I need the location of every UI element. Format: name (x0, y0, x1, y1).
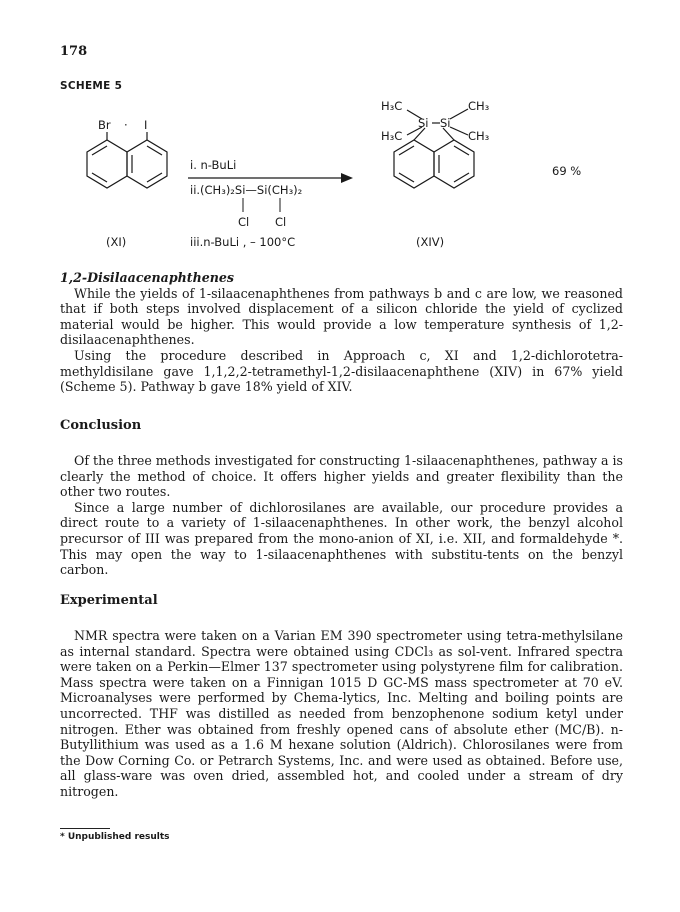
paragraph: Using the procedure described in Approach c, XI and 1,2-dichlorotetra-methyldisilane gave 1,1,2,2-tetramethyl-1,2-disilaacenaphthene (XIV) in 67% yield (Scheme 5). Pathway b gave 18% yield of XIV. (60, 347, 623, 395)
product-methyl-2: CH₃ (468, 99, 490, 113)
section-experimental (60, 628, 623, 800)
reactant-dot: · (124, 118, 128, 132)
condition-1: i. n-BuLi (190, 158, 237, 172)
paragraph: NMR spectra were taken on a Varian EM 390 spectrometer using tetra-methylsilane as internal standard. Spectra were obtained using CDCl₃ as sol-vent. Infrared spectra were taken on a Perkin—Elmer 137 spectrometer using polystyrene film for calibration. Mass spectra were taken on a Finnigan 1015 D GC-MS mass spectrometer at 70 eV. Microanalyses were performed by Chema-lytics, Inc. Melting and boiling points are uncorrected. THF was distilled as needed from benzophenone sodium ketyl under nitrogen. Ether was obtained from freshly opened cans of absolute ether (MC/B). n-Butyllithium was used as a 1.6 M hexane solution (Aldrich). Chlorosilanes were from the Dow Corning Co. or Petrarch Systems, Inc. and were used as obtained. Before use, all glass-ware was oven dried, assembled hot, and cooled under a stream of dry nitrogen. (60, 628, 623, 799)
reactant-br-label: Br (98, 118, 111, 132)
reactant-structure (87, 132, 167, 188)
condition-3: iii.n-BuLi , – 100°C (190, 235, 296, 249)
section-heading-conclusion: Conclusion (60, 418, 142, 433)
product-si-1: Si (418, 116, 429, 130)
section-conclusion (60, 453, 623, 578)
product-methyl-1: H₃C (381, 99, 403, 113)
section-disila (60, 270, 623, 395)
product-structure (394, 109, 474, 188)
page-number: 178 (60, 44, 88, 59)
yield-label: 69 % (552, 164, 582, 178)
paragraph: Since a large number of dichlorosilanes are available, our procedure provides a direct route to a variety of 1-silaacenaphthenes. In other work, the benzyl alcohol precursor of III was prepared from the mono-anion of XI, i.e. XII, and formaldehyde *. This may open the way to 1-silaacenaphthenes with substitu-tents on the benzyl carbon. (60, 499, 623, 578)
footnote: * Unpublished results (60, 832, 170, 842)
reactant-id: (XI) (106, 235, 127, 249)
section-heading-experimental: Experimental (60, 593, 158, 608)
arrow-head (341, 173, 353, 183)
scheme-label: SCHEME 5 (60, 80, 123, 92)
paragraph: While the yields of 1-silaacenaphthenes from pathways b and c are low, we reasoned that if both steps involved displacement of a silicon chloride the yield of cyclized material would be higher. This would provide a low temperature synthesis of 1,2-disilaacenaphthenes. (60, 285, 623, 348)
reactant-i-label: I (144, 118, 148, 132)
condition-2: ii.(CH₃)₂Si—Si(CH₃)₂ (190, 183, 303, 197)
product-si-2: Si (440, 116, 451, 130)
condition-cl-1: Cl (238, 215, 250, 229)
reaction-scheme (40, 92, 600, 262)
section-heading-disila: 1,2-Disilaacenaphthenes (60, 270, 235, 285)
product-methyl-4: CH₃ (468, 129, 490, 143)
condition-cl-2: Cl (275, 215, 287, 229)
product-methyl-3: H₃C (381, 129, 403, 143)
paragraph: Of the three methods investigated for constructing 1-silaacenaphthenes, pathway a is clearly the method of choice. It offers higher yields and greater flexibility than the other two routes. (60, 453, 623, 500)
product-id: (XIV) (416, 235, 445, 249)
footnote-rule (60, 828, 110, 829)
